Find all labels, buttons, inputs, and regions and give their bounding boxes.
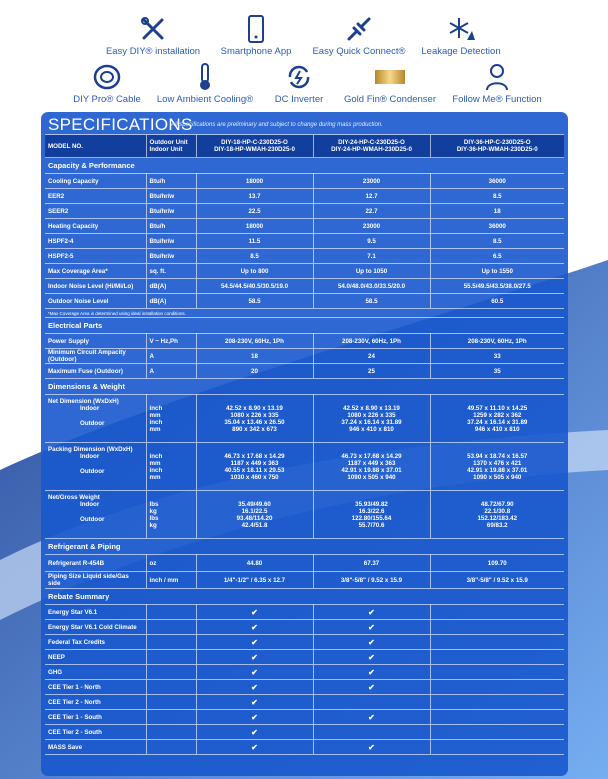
- rebate-unit: [146, 710, 196, 725]
- unit: inch: [149, 404, 163, 412]
- spec-row: [45, 334, 564, 349]
- check-icon: ✔: [196, 725, 313, 740]
- feature-label: Easy Quick Connect®: [312, 46, 406, 57]
- rebate-label: CEE Tier 2 - North: [45, 695, 146, 710]
- spec-value: 58.5: [313, 294, 430, 309]
- spec-unit: oz: [146, 555, 196, 572]
- specifications-header: [41, 112, 568, 134]
- rebate-row: [45, 740, 564, 755]
- snowflake-warning-icon: [396, 14, 526, 44]
- rebate-empty: [430, 635, 564, 650]
- section-row: [45, 539, 564, 555]
- dimension-title: Packing Dimension (WxDxH): [48, 446, 133, 453]
- rebate-unit: [146, 635, 196, 650]
- outdoor-model: DIY-18-HP-C-230D25-O: [221, 139, 288, 146]
- feature-follow-me: [432, 62, 562, 105]
- dimension-title: Net/Gross Weight: [48, 494, 100, 501]
- spec-value: 208-230V, 60Hz, 1Ph: [196, 334, 313, 349]
- indoor-model: DIY-18-HP-WMAH-230D25-0: [214, 146, 295, 153]
- check-icon: ✔: [313, 710, 430, 725]
- spec-unit: Btu/h: [146, 219, 196, 234]
- spec-value: 109.70: [430, 555, 564, 572]
- rebate-unit: [146, 740, 196, 755]
- spec-value: 25: [313, 364, 430, 379]
- dimension-label: [45, 443, 146, 491]
- feature-label: Smartphone App: [220, 46, 292, 57]
- feature-label: DIY Pro® Cable: [73, 94, 141, 105]
- spec-value: Up to 1050: [313, 264, 430, 279]
- rebate-unit: [146, 695, 196, 710]
- outdoor-unit-label: Outdoor Unit: [149, 139, 188, 146]
- feature-label: Low Ambient Cooling®: [156, 94, 254, 105]
- spec-unit: Btu/hr/w: [146, 234, 196, 249]
- rebate-empty: [313, 695, 430, 710]
- unit: lbs: [149, 514, 159, 522]
- spec-unit: Btu/hr/w: [146, 189, 196, 204]
- spec-value: 22.7: [313, 204, 430, 219]
- rebate-row: [45, 710, 564, 725]
- rebate-label: Federal Tax Credits: [45, 635, 146, 650]
- spec-row: [45, 555, 564, 572]
- unit: kg: [149, 507, 157, 515]
- rebate-label: CEE Tier 2 - South: [45, 725, 146, 740]
- value: 48.72/67.90: [480, 500, 514, 508]
- spec-value: 44.80: [196, 555, 313, 572]
- value: 37.24 x 16.14 x 31.89: [467, 418, 528, 426]
- value: 35.04 x 13.46 x 26.50: [224, 418, 285, 426]
- unit: mm: [149, 411, 161, 419]
- spec-value: 36000: [430, 219, 564, 234]
- value: 22.1/30.8: [484, 507, 511, 515]
- spec-value: 7.1: [313, 249, 430, 264]
- dimension-outdoor: Outdoor: [80, 468, 105, 475]
- dimension-indoor: Indoor: [80, 405, 100, 412]
- spec-value: Up to 1550: [430, 264, 564, 279]
- rebate-row: [45, 650, 564, 665]
- unit: inch: [149, 452, 163, 460]
- rebate-unit: [146, 620, 196, 635]
- spec-value: 3/8"-5/8" / 9.52 x 15.9: [313, 572, 430, 589]
- dimension-units: [146, 395, 196, 443]
- value: 1090 x 505 x 940: [473, 473, 522, 481]
- specifications-title: SPECIFICATIONS: [48, 115, 193, 134]
- value: 53.94 x 18.74 x 16.57: [467, 452, 528, 460]
- feature-label: Gold Fin® Condenser: [343, 94, 437, 105]
- spec-value: 18: [430, 204, 564, 219]
- dimension-values: [313, 395, 430, 443]
- value: 42.91 x 19.88 x 37.01: [467, 466, 528, 474]
- specifications-table: [45, 134, 564, 755]
- dimension-label: [45, 395, 146, 443]
- feature-label: Easy DIY® installation: [105, 46, 201, 57]
- spec-row: [45, 174, 564, 189]
- specifications-note: All specifications are preliminary and subject to change during mass production.: [171, 122, 383, 128]
- spec-value: 23000: [313, 219, 430, 234]
- spec-row: [45, 349, 564, 364]
- dimension-values: [196, 443, 313, 491]
- feature-label: DC Inverter: [274, 94, 324, 105]
- value: 16.3/22.6: [358, 507, 385, 515]
- feature-strip: [0, 0, 608, 112]
- dimension-values: [430, 443, 564, 491]
- rebate-label: NEEP: [45, 650, 146, 665]
- rebate-empty: [313, 725, 430, 740]
- spec-value: 208-230V, 60Hz, 1Ph: [430, 334, 564, 349]
- dimension-values: [430, 491, 564, 539]
- value: 35.49/49.60: [238, 500, 271, 508]
- person-icon: [432, 62, 562, 92]
- outdoor-model: DIY-36-HP-C-230D25-O: [463, 139, 531, 146]
- value: 1370 x 476 x 421: [473, 459, 522, 467]
- value: 16.1/22.5: [241, 507, 268, 515]
- indoor-model: DIY-24-HP-WMAH-230D25-0: [331, 146, 412, 153]
- spec-value: 13.7: [196, 189, 313, 204]
- rebate-empty: [430, 740, 564, 755]
- spec-label: Outdoor Noise Level: [45, 294, 146, 309]
- spec-value: 22.5: [196, 204, 313, 219]
- spec-value: 18: [196, 349, 313, 364]
- spec-value: Up to 800: [196, 264, 313, 279]
- value: 1259 x 282 x 362: [473, 411, 522, 419]
- check-icon: ✔: [196, 695, 313, 710]
- spec-value: 54.0/48.0/43.0/33.5/20.0: [313, 279, 430, 294]
- section-title: Dimensions & Weight: [45, 379, 564, 395]
- spec-label: Power Supply: [45, 334, 146, 349]
- dimension-indoor: Indoor: [80, 501, 100, 508]
- check-icon: ✔: [313, 605, 430, 620]
- dimension-label: [45, 491, 146, 539]
- spec-value: 18000: [196, 174, 313, 189]
- rebate-empty: [430, 680, 564, 695]
- rebate-empty: [430, 620, 564, 635]
- check-icon: ✔: [196, 710, 313, 725]
- check-icon: ✔: [196, 605, 313, 620]
- rebate-label: CEE Tier 1 - North: [45, 680, 146, 695]
- check-icon: ✔: [196, 635, 313, 650]
- rebate-row: [45, 665, 564, 680]
- table-header-row: [45, 135, 564, 158]
- value: 1090 x 505 x 940: [347, 473, 396, 481]
- value: 46.73 x 17.68 x 14.29: [224, 452, 285, 460]
- spec-value: 12.7: [313, 189, 430, 204]
- dimension-indoor: Indoor: [80, 453, 100, 460]
- unit: lbs: [149, 500, 159, 508]
- rebate-unit: [146, 650, 196, 665]
- unit: kg: [149, 521, 157, 529]
- check-icon: ✔: [196, 680, 313, 695]
- spec-value: 23000: [313, 174, 430, 189]
- dimension-group-row: [45, 395, 564, 443]
- rebate-unit: [146, 725, 196, 740]
- rebate-row: [45, 680, 564, 695]
- spec-value: 11.5: [196, 234, 313, 249]
- spec-label: Refrigerant R-454B: [45, 555, 146, 572]
- unit: inch: [149, 418, 163, 426]
- spec-unit: Btu/h: [146, 174, 196, 189]
- spec-value: 1/4"-1/2" / 6.35 x 12.7: [196, 572, 313, 589]
- spec-row: [45, 264, 564, 279]
- spec-value: 8.5: [196, 249, 313, 264]
- dimension-outdoor: Outdoor: [80, 516, 105, 523]
- check-icon: ✔: [196, 665, 313, 680]
- spec-value: 8.5: [430, 189, 564, 204]
- spec-row: [45, 204, 564, 219]
- feature-label: Leakage Detection: [421, 46, 501, 57]
- section-title: Capacity & Performance: [45, 158, 564, 174]
- feature-label: Follow Me® Function: [452, 94, 542, 105]
- value: 946 x 410 x 810: [474, 425, 520, 433]
- spec-row: [45, 279, 564, 294]
- rebate-empty: [430, 725, 564, 740]
- spec-unit: A: [146, 364, 196, 379]
- spec-value: 24: [313, 349, 430, 364]
- rebate-empty: [430, 695, 564, 710]
- model-header: [430, 135, 564, 158]
- value: 122.80/155.64: [351, 514, 392, 522]
- indoor-unit-label: Indoor Unit: [149, 146, 183, 153]
- spec-value: 8.5: [430, 234, 564, 249]
- section-row: [45, 379, 564, 395]
- spec-value: 18000: [196, 219, 313, 234]
- check-icon: ✔: [313, 665, 430, 680]
- spec-label: Piping Size Liquid side/Gas side: [45, 572, 146, 589]
- spec-row: [45, 572, 564, 589]
- spec-unit: V ~ Hz,Ph: [146, 334, 196, 349]
- spec-value: 20: [196, 364, 313, 379]
- value: 42.52 x 8.90 x 13.19: [343, 404, 400, 412]
- rebate-unit: [146, 665, 196, 680]
- rebate-unit: [146, 680, 196, 695]
- section-title: Rebate Summary: [45, 589, 564, 605]
- spec-unit: sq. ft.: [146, 264, 196, 279]
- dimension-values: [313, 491, 430, 539]
- rebate-empty: [430, 665, 564, 680]
- value: 1080 x 226 x 335: [347, 411, 396, 419]
- rebate-row: [45, 620, 564, 635]
- spec-row: [45, 219, 564, 234]
- spec-value: 9.5: [313, 234, 430, 249]
- section-title: Electrical Parts: [45, 318, 564, 334]
- check-icon: ✔: [313, 620, 430, 635]
- model-header: [313, 135, 430, 158]
- spec-value: 58.5: [196, 294, 313, 309]
- spec-value: 55.5/49.5/43.5/38.0/27.5: [430, 279, 564, 294]
- value: 69/83.2: [486, 521, 508, 529]
- dimension-values: [196, 395, 313, 443]
- value: 40.55 x 18.11 x 29.53: [224, 466, 285, 474]
- value: 93.48/114.20: [236, 514, 273, 522]
- unit-type-labels: [146, 135, 196, 158]
- outdoor-model: DIY-24-HP-C-230D25-O: [338, 139, 405, 146]
- spec-label: HSPF2-5: [45, 249, 146, 264]
- check-icon: ✔: [196, 740, 313, 755]
- check-icon: ✔: [196, 620, 313, 635]
- check-icon: ✔: [313, 740, 430, 755]
- model-header: [196, 135, 313, 158]
- dimension-units: [146, 491, 196, 539]
- value: 1187 x 449 x 363: [230, 459, 279, 467]
- value: 55.7/70.6: [358, 521, 385, 529]
- spec-label: Minimum Circuit Ampacity (Outdoor): [45, 349, 146, 364]
- rebate-label: GHG: [45, 665, 146, 680]
- value: 946 x 410 x 810: [349, 425, 394, 433]
- model-no-label: MODEL NO.: [45, 135, 146, 158]
- value: 42.52 x 8.90 x 13.19: [226, 404, 283, 412]
- dimension-units: [146, 443, 196, 491]
- value: 890 x 342 x 673: [232, 425, 277, 433]
- value: 152.12/183.42: [477, 514, 518, 522]
- check-icon: ✔: [313, 635, 430, 650]
- spec-label: Maximum Fuse (Outdoor): [45, 364, 146, 379]
- spec-row: [45, 189, 564, 204]
- unit: mm: [149, 425, 161, 433]
- rebate-empty: [430, 650, 564, 665]
- dimension-values: [313, 443, 430, 491]
- dimension-values: [196, 491, 313, 539]
- spec-unit: Btu/hr/w: [146, 204, 196, 219]
- check-icon: ✔: [313, 680, 430, 695]
- rebate-empty: [430, 710, 564, 725]
- section-row: [45, 589, 564, 605]
- value: 1080 x 226 x 335: [230, 411, 279, 419]
- specifications-panel: [41, 112, 568, 776]
- value: 46.73 x 17.68 x 14.29: [341, 452, 402, 460]
- unit: mm: [149, 473, 161, 481]
- value: 42.4/51.8: [241, 521, 268, 529]
- rebate-row: [45, 635, 564, 650]
- check-icon: ✔: [196, 650, 313, 665]
- spec-value: 3/8"-5/8" / 9.52 x 15.9: [430, 572, 564, 589]
- spec-value: 67.37: [313, 555, 430, 572]
- dimension-values: [430, 395, 564, 443]
- spec-row: [45, 249, 564, 264]
- rebate-label: MASS Save: [45, 740, 146, 755]
- value: 42.91 x 19.88 x 37.01: [341, 466, 402, 474]
- spec-unit: A: [146, 349, 196, 364]
- spec-value: 54.5/44.5/40.5/30.5/19.0: [196, 279, 313, 294]
- spec-value: 208-230V, 60Hz, 1Ph: [313, 334, 430, 349]
- rebate-row: [45, 605, 564, 620]
- spec-row: [45, 364, 564, 379]
- spec-label: Cooling Capacity: [45, 174, 146, 189]
- spec-unit: dB(A): [146, 279, 196, 294]
- rebate-row: [45, 695, 564, 710]
- spec-label: SEER2: [45, 204, 146, 219]
- spec-value: 60.5: [430, 294, 564, 309]
- dimension-group-row: [45, 491, 564, 539]
- section-title: Refrigerant & Piping: [45, 539, 564, 555]
- footnote-row: [45, 309, 564, 318]
- check-icon: ✔: [313, 650, 430, 665]
- value: 35.93/49.82: [355, 500, 388, 508]
- rebate-empty: [430, 605, 564, 620]
- spec-label: EER2: [45, 189, 146, 204]
- value: 1187 x 449 x 363: [347, 459, 396, 467]
- rebate-row: [45, 725, 564, 740]
- spec-unit: dB(A): [146, 294, 196, 309]
- spec-unit: inch / mm: [146, 572, 196, 589]
- spec-row: [45, 294, 564, 309]
- spec-value: 33: [430, 349, 564, 364]
- indoor-model: DIY-36-HP-WMAH-230D25-0: [456, 146, 538, 153]
- dimension-group-row: [45, 443, 564, 491]
- spec-value: 36000: [430, 174, 564, 189]
- footnote: *Max Coverage Area is determined using ideal installation conditions.: [45, 309, 564, 318]
- spec-label: Heating Capacity: [45, 219, 146, 234]
- section-row: [45, 158, 564, 174]
- value: 1030 x 460 x 750: [230, 473, 279, 481]
- spec-row: [45, 234, 564, 249]
- spec-value: 6.5: [430, 249, 564, 264]
- rebate-unit: [146, 605, 196, 620]
- spec-label: Max Coverage Area*: [45, 264, 146, 279]
- dimension-outdoor: Outdoor: [80, 420, 105, 427]
- rebate-label: CEE Tier 1 - South: [45, 710, 146, 725]
- unit: inch: [149, 466, 163, 474]
- spec-label: HSPF2-4: [45, 234, 146, 249]
- spec-label: Indoor Noise Level (Hi/Mi/Lo): [45, 279, 146, 294]
- rebate-label: Energy Star V6.1 Cold Climate: [45, 620, 146, 635]
- rebate-label: Energy Star V6.1: [45, 605, 146, 620]
- spec-unit: Btu/hr/w: [146, 249, 196, 264]
- unit: mm: [149, 459, 161, 467]
- spec-value: 35: [430, 364, 564, 379]
- section-row: [45, 318, 564, 334]
- value: 49.57 x 11.10 x 14.25: [467, 404, 528, 412]
- feature-leakage-detection: [396, 14, 526, 57]
- value: 37.24 x 16.14 x 31.89: [341, 418, 402, 426]
- dimension-title: Net Dimension (WxDxH): [48, 398, 119, 405]
